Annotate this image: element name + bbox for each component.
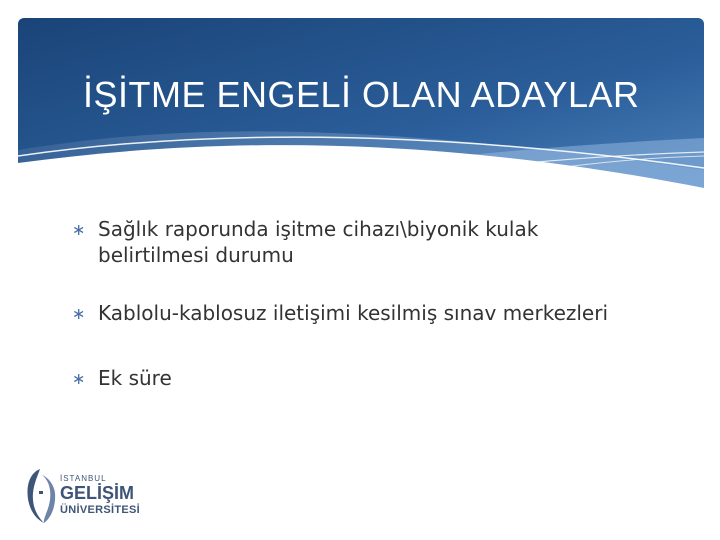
logo-type: ÜNİVERSİTESİ xyxy=(60,504,141,516)
logo-name: GELİŞİM xyxy=(60,483,135,503)
bullet-item xyxy=(72,300,652,326)
bullet-text: Ek süre xyxy=(98,366,172,390)
asterisk-bullet-icon: ∗ xyxy=(72,369,86,388)
asterisk-bullet-icon: ∗ xyxy=(72,220,86,239)
bullet-item xyxy=(72,216,652,268)
title-banner xyxy=(18,18,704,203)
bullet-text: Kablolu-kablosuz iletişimi kesilmiş sınav merkezleri xyxy=(98,301,609,325)
asterisk-bullet-icon: ∗ xyxy=(72,304,86,323)
university-emblem-icon xyxy=(22,465,58,525)
logo-wordmark xyxy=(60,475,140,516)
university-logo xyxy=(22,465,162,529)
bullet-text: Sağlık raporunda işitme cihazı\biyonik kulak belirtilmesi durumu xyxy=(98,217,539,267)
logo-city: İSTANBUL xyxy=(60,474,107,483)
slide-title: İŞİTME ENGELİ OLAN ADAYLAR xyxy=(83,74,640,115)
bullet-item xyxy=(72,365,652,391)
bullet-list xyxy=(72,216,652,391)
